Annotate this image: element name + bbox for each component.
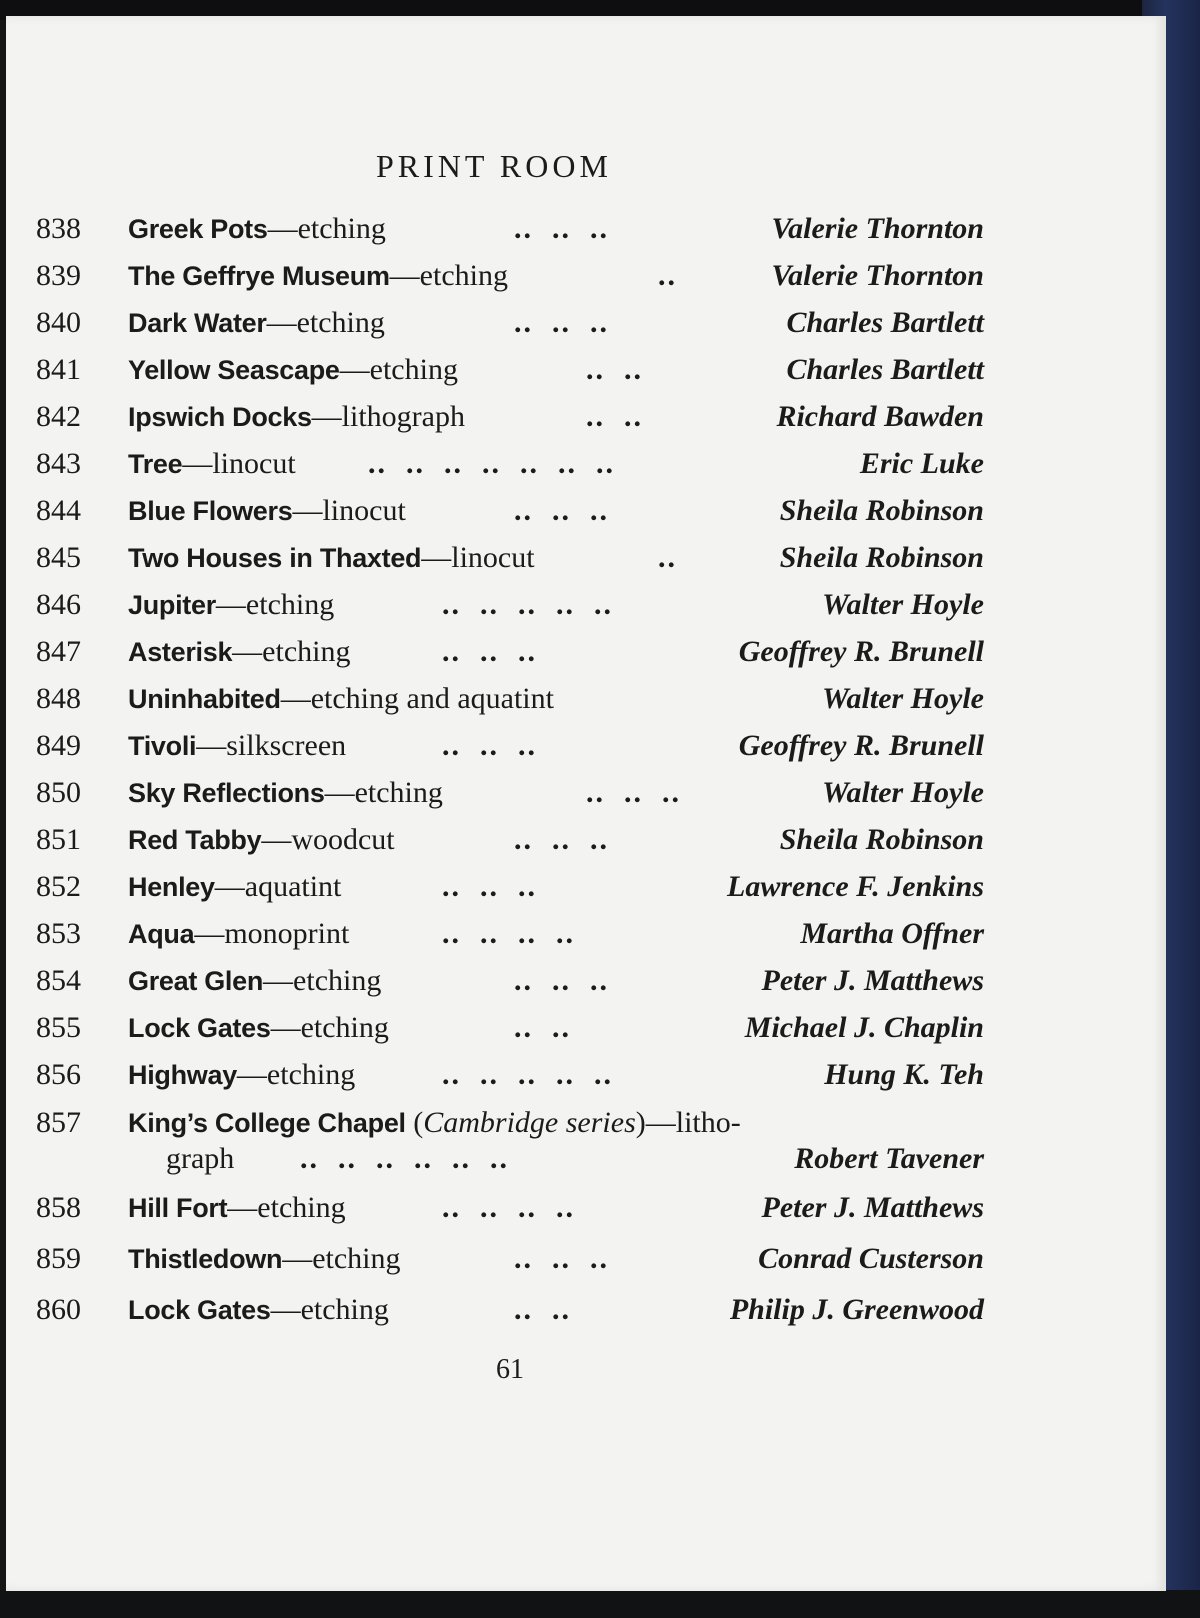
entry-number: 844	[36, 494, 81, 527]
list-item	[6, 823, 1166, 867]
entry-title	[128, 776, 443, 810]
entry-number: 856	[36, 1058, 81, 1091]
entry-title	[128, 1242, 401, 1276]
entry-title	[128, 870, 341, 904]
entry-title	[128, 682, 554, 716]
entry-title	[128, 1191, 346, 1225]
list-item	[6, 1058, 1166, 1102]
work-medium: —lithograph	[311, 400, 465, 433]
list-item	[6, 917, 1166, 961]
work-title: King’s College Chapel	[128, 1108, 406, 1138]
dot-leader: .. .. ..	[514, 823, 609, 856]
artist-name: Walter Hoyle	[822, 776, 984, 809]
work-medium: —etching	[266, 306, 385, 339]
entry-number: 849	[36, 729, 81, 762]
work-title: Henley	[128, 872, 215, 902]
entry-number: 853	[36, 917, 81, 950]
work-medium: —linocut	[292, 494, 406, 527]
work-medium: —linocut	[182, 447, 296, 480]
work-title: Greek Pots	[128, 214, 268, 244]
list-item	[6, 494, 1166, 538]
work-title: Sky Reflections	[128, 778, 325, 808]
entry-title	[128, 588, 334, 622]
work-medium: —monoprint	[194, 917, 350, 950]
dot-leader: .. .. .. ..	[442, 917, 575, 950]
artist-name: Conrad Custerson	[758, 1242, 984, 1275]
dot-leader: .. .. ..	[442, 729, 537, 762]
entry-title	[128, 1011, 389, 1045]
dot-leader: ..	[658, 541, 677, 574]
entry-title	[128, 1293, 389, 1327]
work-title: Thistledown	[128, 1244, 283, 1274]
work-title: Uninhabited	[128, 684, 281, 714]
work-medium: —etching	[227, 1191, 346, 1224]
entry-title	[128, 447, 296, 481]
artist-name: Eric Luke	[859, 447, 984, 480]
dot-leader: .. ..	[514, 1011, 571, 1044]
entry-number: 850	[36, 776, 81, 809]
entry-number: 840	[36, 306, 81, 339]
work-title: Great Glen	[128, 966, 264, 996]
work-medium: —etching	[270, 1293, 389, 1326]
list-item	[6, 306, 1166, 350]
entry-number: 854	[36, 964, 81, 997]
work-medium: —etching and aquatint	[280, 682, 554, 715]
entry-number: 858	[36, 1191, 81, 1224]
list-item	[6, 682, 1166, 726]
work-title: Dark Water	[128, 308, 267, 338]
work-medium: —etching	[232, 635, 351, 668]
entry-title	[128, 259, 508, 293]
entry-title	[128, 1058, 355, 1092]
work-medium: —etching	[215, 588, 335, 621]
entry-title	[128, 823, 395, 857]
artist-name: Lawrence F. Jenkins	[727, 870, 984, 903]
list-item	[6, 447, 1166, 491]
entry-number: 846	[36, 588, 81, 621]
entry-number: 843	[36, 447, 81, 480]
entry-title	[128, 353, 458, 387]
artist-name: Charles Bartlett	[786, 353, 984, 386]
work-title: Highway	[128, 1060, 237, 1090]
list-item	[6, 259, 1166, 303]
artist-name: Martha Offner	[800, 917, 984, 950]
entry-title	[128, 541, 535, 575]
dot-leader: .. .. ..	[442, 870, 537, 903]
work-medium: —etching	[267, 212, 386, 245]
work-title: Yellow Seascape	[128, 355, 340, 385]
dot-leader: .. .. ..	[514, 306, 609, 339]
work-title: Asterisk	[128, 637, 233, 667]
work-title: Red Tabby	[128, 825, 262, 855]
artist-name: Sheila Robinson	[779, 494, 984, 527]
work-medium: —woodcut	[261, 823, 395, 856]
list-item	[6, 964, 1166, 1008]
entry-number: 851	[36, 823, 81, 856]
artist-name: Peter J. Matthews	[761, 964, 984, 997]
work-medium: —etching	[236, 1058, 356, 1091]
dot-leader: .. .. ..	[514, 494, 609, 527]
list-item	[6, 353, 1166, 397]
entry-number: 855	[36, 1011, 81, 1044]
entry-number: 859	[36, 1242, 81, 1275]
work-medium: —etching	[263, 964, 382, 997]
work-title: Two Houses in Thaxted	[128, 543, 422, 573]
list-item	[6, 870, 1166, 914]
artist-name: Hung K. Teh	[824, 1058, 984, 1091]
entry-number: 838	[36, 212, 81, 245]
entry-number: 842	[36, 400, 81, 433]
artist-name: Richard Bawden	[776, 400, 984, 433]
paren-open: (	[405, 1106, 424, 1139]
entry-number: 852	[36, 870, 81, 903]
list-item	[6, 1011, 1166, 1055]
list-item	[6, 541, 1166, 585]
list-item	[6, 212, 1166, 256]
entry-number: 857	[36, 1106, 81, 1139]
artist-name: Michael J. Chaplin	[744, 1011, 984, 1044]
work-medium: —etching	[389, 259, 508, 292]
entry-number: 845	[36, 541, 81, 574]
title-continuation: graph	[166, 1142, 235, 1175]
list-item	[6, 776, 1166, 820]
dot-leader: .. ..	[586, 353, 643, 386]
work-medium: —etching	[324, 776, 443, 809]
page-number: 61	[496, 1354, 524, 1385]
work-title: Hill Fort	[128, 1193, 228, 1223]
work-medium: —silkscreen	[196, 729, 347, 762]
artist-name: Geoffrey R. Brunell	[738, 729, 984, 762]
work-medium: —linocut	[421, 541, 535, 574]
list-item	[6, 729, 1166, 773]
artist-name: Valerie Thornton	[771, 259, 984, 292]
dot-leader: .. .. .. .. ..	[442, 588, 613, 621]
work-title: Blue Flowers	[128, 496, 293, 526]
work-medium: —aquatint	[214, 870, 342, 903]
artist-name: Geoffrey R. Brunell	[738, 635, 984, 668]
list-item	[6, 400, 1166, 444]
dot-leader: .. .. ..	[514, 1242, 609, 1275]
work-title: Lock Gates	[128, 1013, 271, 1043]
dot-leader: .. ..	[586, 400, 643, 433]
work-title: Jupiter	[128, 590, 216, 620]
work-medium: —etching	[339, 353, 458, 386]
work-medium: )—litho-	[635, 1106, 741, 1139]
entry-title	[128, 1106, 741, 1140]
page-heading: PRINT ROOM	[376, 148, 612, 184]
list-item	[6, 1191, 1166, 1235]
artist-name: Sheila Robinson	[779, 823, 984, 856]
entry-title	[128, 400, 465, 434]
work-title: Aqua	[128, 919, 195, 949]
book-cover-bottom-edge	[0, 1590, 1200, 1618]
series-name: Cambridge series	[423, 1106, 636, 1139]
entry-number: 841	[36, 353, 81, 386]
list-item	[6, 1293, 1166, 1337]
work-title: Ipswich Docks	[128, 402, 312, 432]
artist-name: Sheila Robinson	[779, 541, 984, 574]
work-title: Tree	[128, 449, 183, 479]
work-title: Tivoli	[128, 731, 197, 761]
dot-leader: .. .. ..	[586, 776, 681, 809]
list-item	[6, 635, 1166, 679]
artist-name: Charles Bartlett	[786, 306, 984, 339]
list-item	[6, 1106, 1166, 1186]
entry-number: 860	[36, 1293, 81, 1326]
work-title: The Geffrye Museum	[128, 261, 390, 291]
catalogue-page	[6, 16, 1166, 1591]
list-item	[6, 1242, 1166, 1286]
entry-title	[128, 306, 385, 340]
dot-leader: .. .. .. .. .. ..	[300, 1142, 509, 1175]
entry-title	[128, 212, 386, 246]
artist-name: Philip J. Greenwood	[729, 1293, 984, 1326]
entry-number: 847	[36, 635, 81, 668]
entry-title	[128, 917, 349, 951]
artist-name: Peter J. Matthews	[761, 1191, 984, 1224]
dot-leader: .. .. .. ..	[442, 1191, 575, 1224]
dot-leader: .. .. ..	[442, 635, 537, 668]
entry-title	[128, 964, 381, 998]
entry-list	[6, 16, 1166, 1591]
entry-title	[128, 635, 350, 669]
entry-number: 839	[36, 259, 81, 292]
entry-number: 848	[36, 682, 81, 715]
dot-leader: .. .. ..	[514, 212, 609, 245]
work-medium: —etching	[270, 1011, 389, 1044]
artist-name: Robert Tavener	[794, 1142, 984, 1175]
list-item	[6, 588, 1166, 632]
dot-leader: ..	[658, 259, 677, 292]
dot-leader: .. .. ..	[514, 964, 609, 997]
work-title: Lock Gates	[128, 1295, 271, 1325]
dot-leader: .. .. .. .. .. .. ..	[368, 447, 615, 480]
entry-title	[128, 494, 406, 528]
artist-name: Valerie Thornton	[771, 212, 984, 245]
entry-title	[128, 729, 346, 763]
artist-name: Walter Hoyle	[822, 682, 984, 715]
artist-name: Walter Hoyle	[822, 588, 984, 621]
dot-leader: .. .. .. .. ..	[442, 1058, 613, 1091]
dot-leader: .. ..	[514, 1293, 571, 1326]
work-medium: —etching	[282, 1242, 401, 1275]
